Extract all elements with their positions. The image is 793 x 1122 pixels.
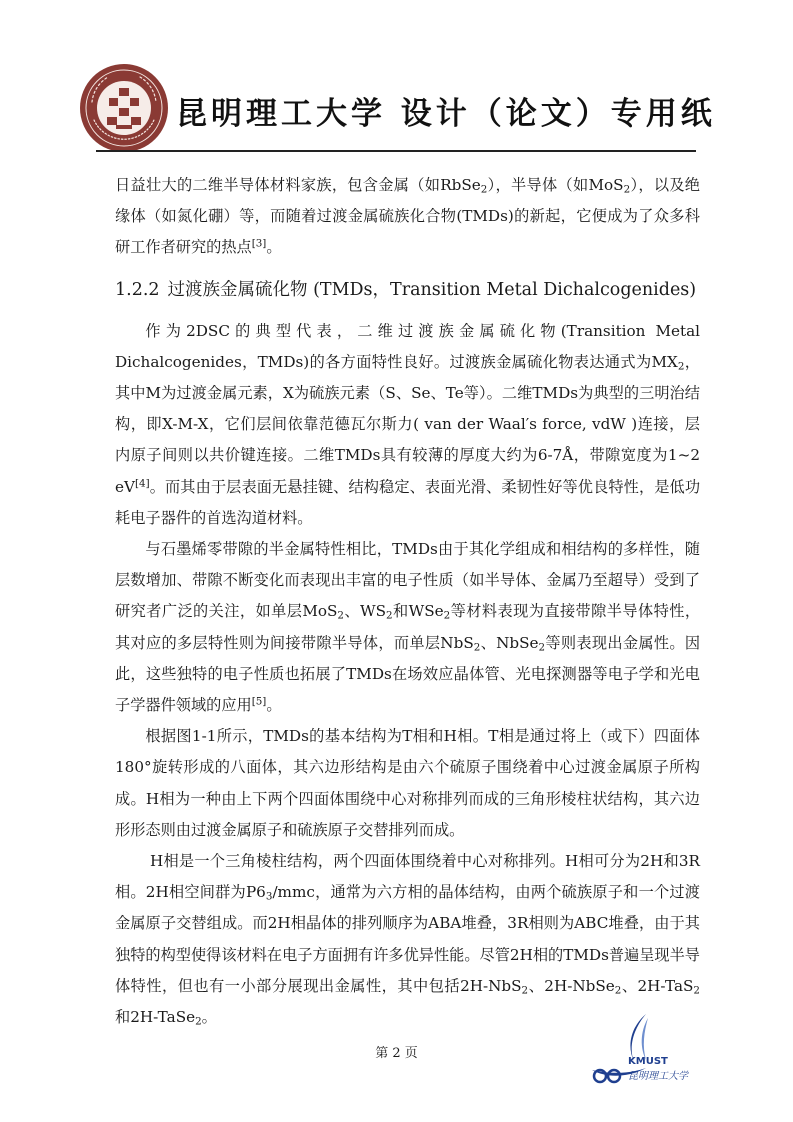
paragraph-h-phase: H相是一个三角棱柱结构，两个四面体围绕着中心对称排列。H相可分为2H和3R相。2H相空间群为$P6_3$/mmc，通常为六方相的晶体结构，由两个硫族原子和一个过渡金属原子交替组成。而2H相晶体的排列顺序为ABA堆叠，3R相则为ABC堆叠，由于其独特的构型使得该材料在电子方面拥有许多优异性能。尽管2H相的TMDs普遍呈现半导体特性，但也有一小部分展现出金属性，其中包括2H-NbS$_2$、2H-NbSe$_2$、2H-TaS$_2$和2H-TaSe$_2$。 [115,852,700,1028]
university-seal-logo [78,62,170,154]
paragraph-intro: 日益壮大的二维半导体材料家族，包含金属（如RbSe$_2$），半导体（如MoS$_2$），以及绝缘体（如氮化硼）等，而随着过渡金属硫族化合物(TMDs)的新起，它便成为了众多科研工作者研究的热点[3]。 [115,176,700,257]
header-divider [96,150,696,152]
section-title-en: (TMDs，Transition Metal Dichalcogenides) [313,279,697,300]
logo-script-text: 昆明理工大学 [628,1071,688,1082]
citation-ref: [5] [251,695,267,708]
citation-ref: [4] [134,476,150,489]
page-header [0,0,793,160]
paragraph-tmds-properties: 与石墨烯零带隙的半金属特性相比，TMDs由于其化学组成和相结构的多样性，随层数增加、带隙不断变化而表现出丰富的电子性质（如半导体、金属乃至超导）受到了研究者广泛的关注，如单层MoS$_2$、$WS_2$和WSe$_2$等材料表现为直接带隙半导体特性，其对应的多层特性则为间接带隙半导体，而单层NbS$_2$、NbSe$_2$等则表现出金属性。因此，这些独特的电子性质也拓展了TMDs在场效应晶体管、光电探测器等电子学和光电子学器件领域的应用[5]。 [115,540,701,715]
logo-kmust-text: KMUST [628,1056,668,1067]
kmust-logo [588,1012,706,1084]
document-body [115,170,700,1033]
page-number: 第 2 页 [375,1046,418,1061]
citation-ref: [3] [251,237,267,250]
header-title: 昆明理工大学 设计（论文）专用纸 [176,96,716,132]
paragraph-phase-structure: 根据图1-1所示，TMDs的基本结构为T相和H相。T相是通过将上（或下）四面体180°旋转形成的八面体，其六边形结构是由六个硫原子围绕着中心过渡金属原子所构成。H相为一种由上下两个四面体围绕中心对称排列而成的三角形棱柱状结构，其六边形形态则由过渡金属原子和硫族原子交替排列而成。 [115,727,700,839]
section-title-cn: 过渡族金属硫化物 [167,279,308,300]
paragraph-tmds-definition: 作为2DSC的典型代表，二维过渡族金属硫化物(Transition Metal Dichalcogenides，TMDs)的各方面特性良好。过渡族金属硫化物表达通式为$MX_2$，其中M为过渡金属元素，X为硫族元素（S、Se、Te等）。二维TMDs为典型的三明治结构，即X-M-X，它们层间依靠范德瓦尔斯力( van der Waal′s force, vdW )连接，层内原子间则以共价键连接。二维TMDs具有较薄的厚度大约为6-7Å，带隙宽度为1~2 eV[4]。而其由于层表面无悬挂键、结构稳定、表面光滑、柔韧性好等优良特性，是低功耗电子器件的首选沟道材料。 [115,321,700,527]
section-number: 1.2.2 [115,279,160,300]
section-heading [115,274,700,306]
